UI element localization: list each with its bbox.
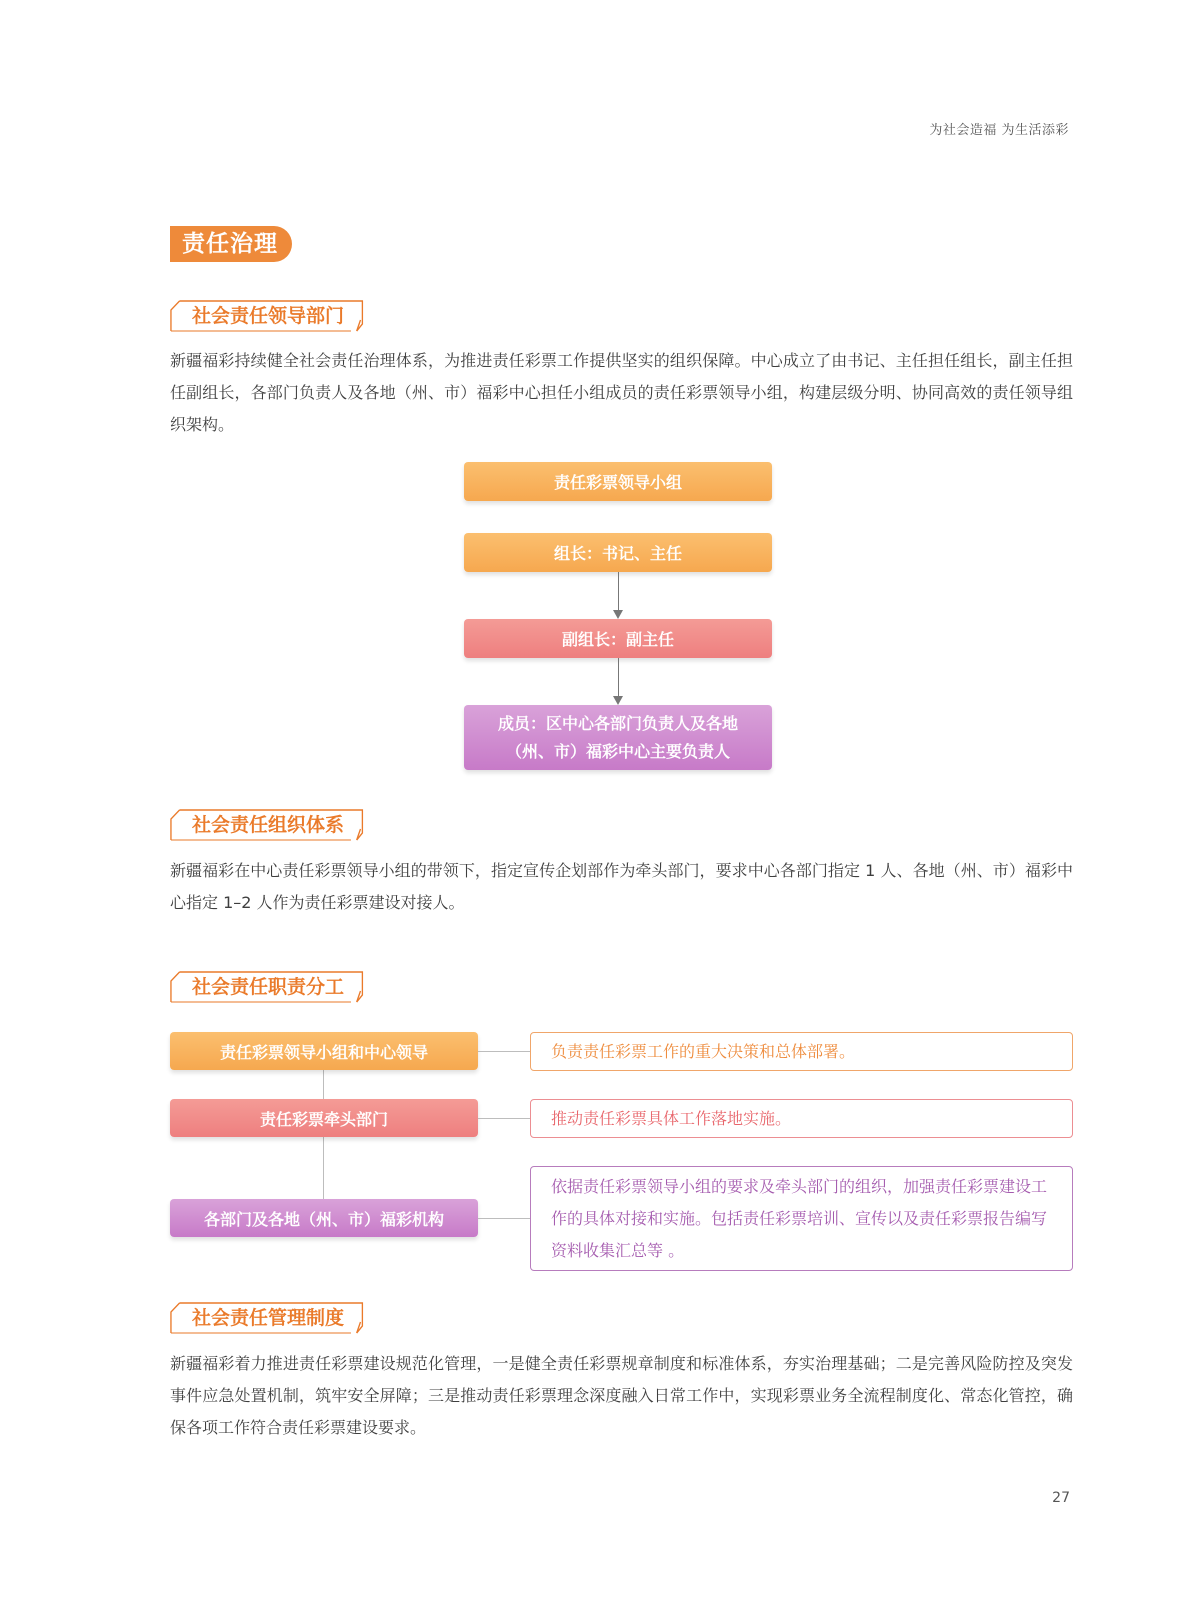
paragraph-leadership: 新疆福彩持续健全社会责任治理体系，为推进责任彩票工作提供坚实的组织保障。中心成立了由书记、主任担任组长，副主任担任副组长，各部门负责人及各地（州、市）福彩中心担任小组成员的责任彩票领导小组，构建层级分明、协同高效的责任领导组织架构。	[170, 351, 1073, 434]
page-number: 27	[1052, 1490, 1070, 1506]
subhead-label: 社会责任职责分工	[192, 976, 345, 998]
org-box-deputy	[464, 619, 772, 658]
section-title: 责任治理	[170, 226, 292, 262]
duty-role-label: 责任彩票牵头部门	[259, 1109, 388, 1129]
subhead-management	[170, 1302, 370, 1334]
duty-role-leadership	[170, 1032, 478, 1070]
subhead-label: 社会责任管理制度	[192, 1307, 345, 1329]
duty-desc-lead-dept	[530, 1099, 1073, 1138]
duty-desc-leadership	[530, 1032, 1073, 1071]
duty-role-departments	[170, 1199, 478, 1237]
subhead-duties	[170, 971, 370, 1003]
org-box-label-line1: 成员：区中心各部门负责人及各地	[497, 713, 738, 733]
paragraph-management: 新疆福彩着力推进责任彩票建设规范化管理，一是健全责任彩票规章制度和标准体系，夯实治理基础；二是完善风险防控及突发事件应急处置机制，筑牢安全屏障；三是推动责任彩票理念深度融入日常工作中，实现彩票业务全流程制度化、常态化管控，确保各项工作符合责任彩票建设要求。	[170, 1354, 1073, 1437]
subhead-leadership	[170, 300, 370, 332]
connector-line	[618, 572, 619, 613]
arrow-down-icon	[613, 696, 623, 705]
duty-role-label: 各部门及各地（州、市）福彩机构	[203, 1209, 444, 1229]
duty-desc-text: 依据责任彩票领导小组的要求及牵头部门的组织，加强责任彩票建设工作的具体对接和实施。包括责任彩票培训、宣传以及责任彩票报告编写资料收集汇总等 。	[551, 1176, 1048, 1260]
org-box-label: 副组长：副主任	[561, 630, 674, 649]
duty-role-label: 责任彩票领导小组和中心领导	[219, 1042, 428, 1062]
org-box-leader	[464, 533, 772, 572]
duty-desc-departments	[530, 1166, 1073, 1271]
org-box-leading-group	[464, 462, 772, 501]
duty-role-lead-dept	[170, 1099, 478, 1137]
org-box-label: 组长：书记、主任	[553, 544, 682, 563]
org-box-label: 责任彩票领导小组	[553, 473, 682, 492]
org-box-members	[464, 705, 772, 770]
duty-connector	[478, 1118, 530, 1119]
arrow-down-icon	[613, 610, 623, 619]
paragraph-org-system: 新疆福彩在中心责任彩票领导小组的带领下，指定宣传企划部作为牵头部门，要求中心各部门指定 1 人、各地（州、市）福彩中心指定 1–2 人作为责任彩票建设对接人。	[170, 861, 1073, 912]
duty-connector	[478, 1218, 530, 1219]
subhead-org-system	[170, 809, 370, 841]
duty-desc-text: 负责责任彩票工作的重大决策和总体部署。	[551, 1041, 856, 1061]
subhead-label: 社会责任领导部门	[192, 305, 345, 327]
header-tagline: 为社会造福 为生活添彩	[929, 123, 1069, 138]
duty-connector	[478, 1051, 530, 1052]
org-box-label-line2: （州、市）福彩中心主要负责人	[505, 741, 730, 761]
connector-line	[618, 658, 619, 699]
duty-desc-text: 推动责任彩票具体工作落地实施。	[551, 1108, 792, 1128]
subhead-label: 社会责任组织体系	[192, 814, 345, 836]
